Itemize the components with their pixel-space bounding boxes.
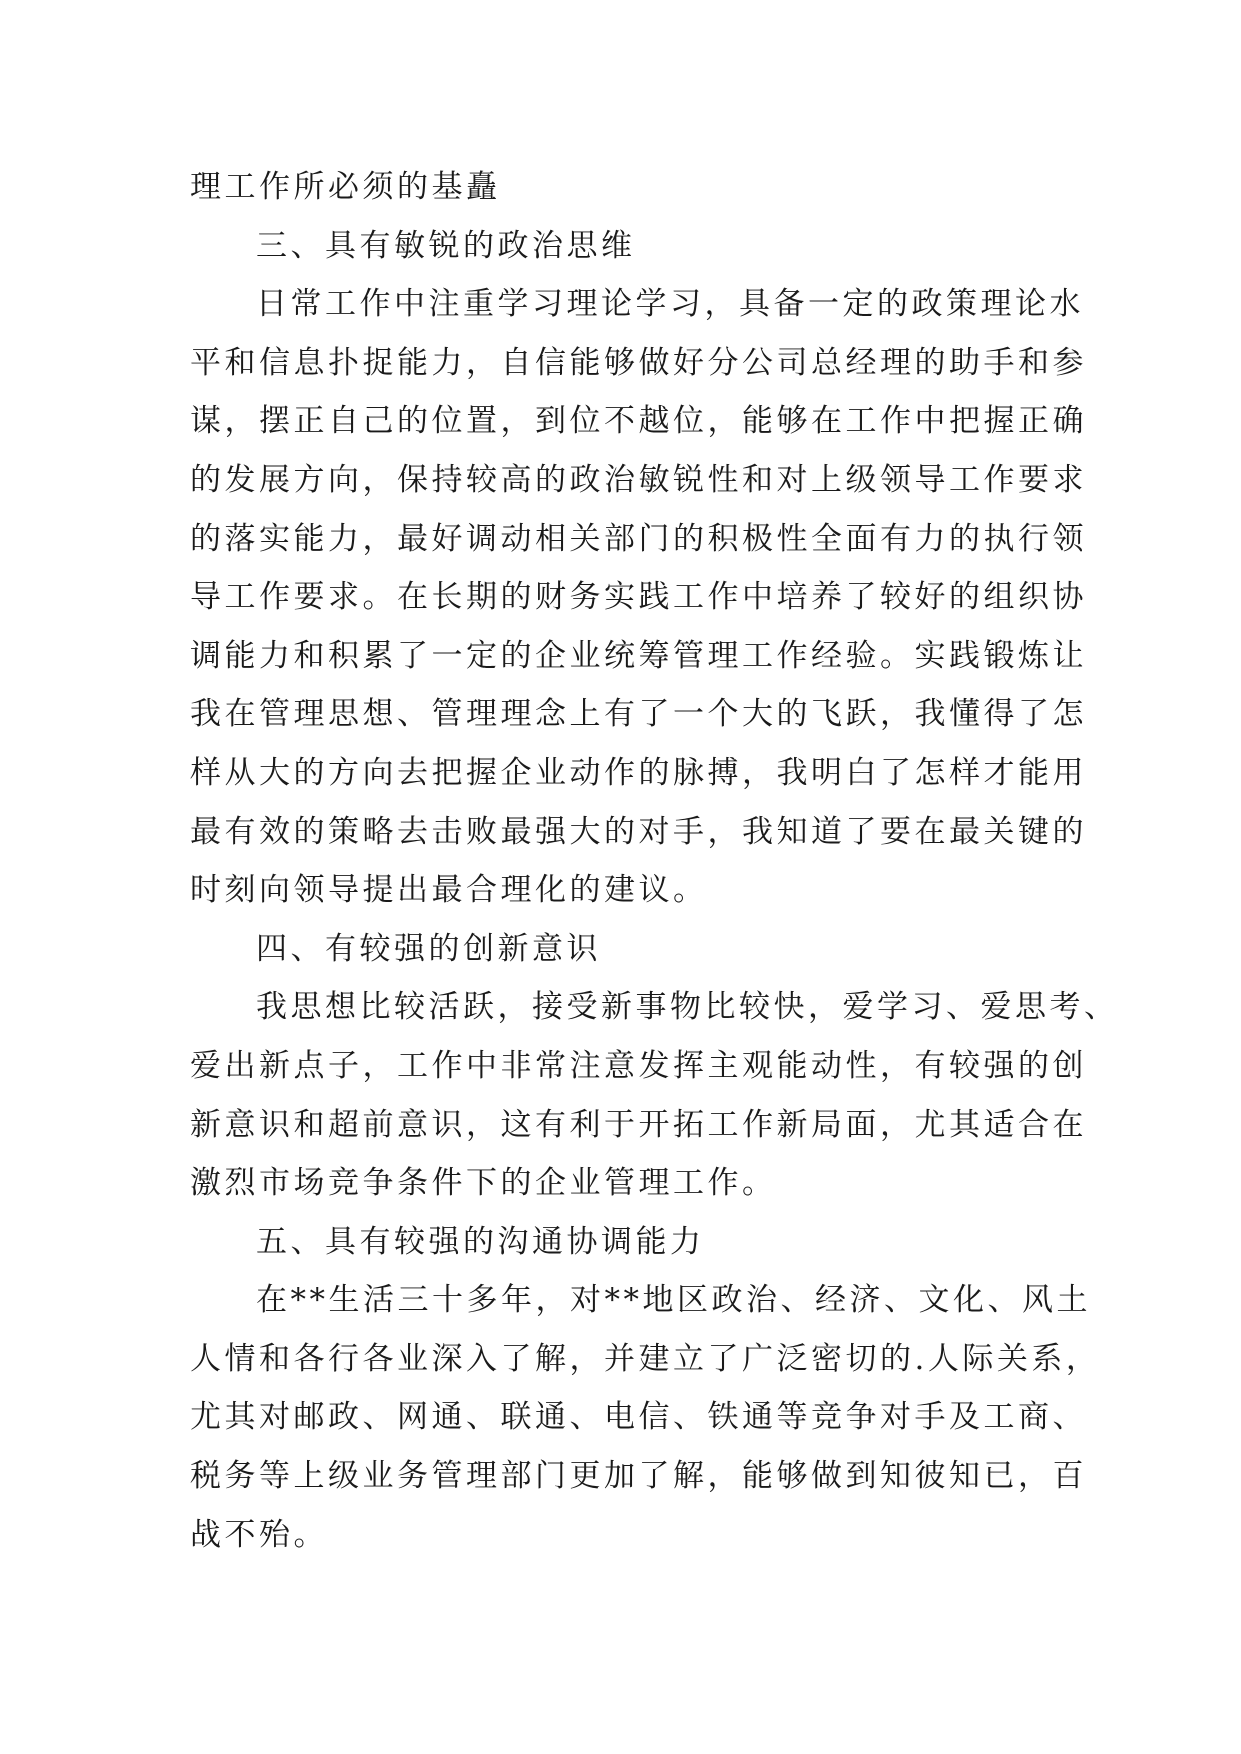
text-line: 激烈市场竞争条件下的企业管理工作。 [190, 1165, 777, 1202]
text-line: 爱出新点子，工作中非常注意发挥主观能动性，有较强的创 [190, 1047, 1087, 1084]
text-line: 新意识和超前意识，这有利于开拓工作新局面，尤其适合在 [190, 1106, 1087, 1143]
heading-line: 五、具有较强的沟通协调能力 [256, 1223, 705, 1260]
section-heading-3 [190, 217, 1062, 276]
text-line: 的发展方向，保持较高的政治敏锐性和对上级领导工作要求 [190, 461, 1087, 498]
text-line: 我思想比较活跃，接受新事物比较快，爱学习、爱思考、 [256, 989, 1119, 1026]
paragraph-innovation [190, 978, 1119, 1212]
text-line: 平和信息扑捉能力，自信能够做好分公司总经理的助手和参 [190, 344, 1087, 381]
text-line: 税务等上级业务管理部门更加了解，能够做到知彼知已，百 [190, 1458, 1087, 1495]
section-heading-5 [190, 1213, 1062, 1272]
text-line: 谋，摆正自己的位置，到位不越位，能够在工作中把握正确 [190, 403, 1087, 440]
section-heading-4 [190, 920, 1062, 979]
text-line: 导工作要求。在长期的财务实践工作中培养了较好的组织协 [190, 579, 1087, 616]
text-line: 理工作所必须的基矗 [190, 169, 501, 205]
text-line: 在**生活三十多年，对**地区政治、经济、文化、风土 [256, 1282, 1091, 1319]
text-line: 调能力和积累了一定的企业统筹管理工作经验。实践锻炼让 [190, 637, 1087, 674]
paragraph-communication [190, 1271, 1101, 1564]
text-line: 的落实能力，最好调动相关部门的积极性全面有力的执行领 [190, 520, 1087, 557]
document-body [190, 158, 1119, 1564]
paragraph-continuation [190, 158, 1062, 217]
text-line: 时刻向领导提出最合理化的建议。 [190, 872, 708, 909]
heading-line: 四、有较强的创新意识 [256, 930, 601, 967]
text-line: 样从大的方向去把握企业动作的脉搏，我明白了怎样才能用 [190, 754, 1087, 791]
text-line: 人情和各行各业深入了解，并建立了广泛密切的.人际关系， [190, 1340, 1101, 1377]
text-line: 日常工作中注重学习理论学习，具备一定的政策理论水 [256, 286, 1084, 323]
text-line: 最有效的策略去击败最强大的对手，我知道了要在最关键的 [190, 813, 1087, 850]
text-line: 尤其对邮政、网通、联通、电信、铁通等竞争对手及工商、 [190, 1399, 1087, 1436]
text-line: 战不殆。 [190, 1516, 328, 1553]
text-line: 我在管理思想、管理理念上有了一个大的飞跃，我懂得了怎 [190, 696, 1087, 733]
paragraph-political-thinking [190, 275, 1087, 920]
heading-line: 三、具有敏锐的政治思维 [256, 227, 636, 264]
